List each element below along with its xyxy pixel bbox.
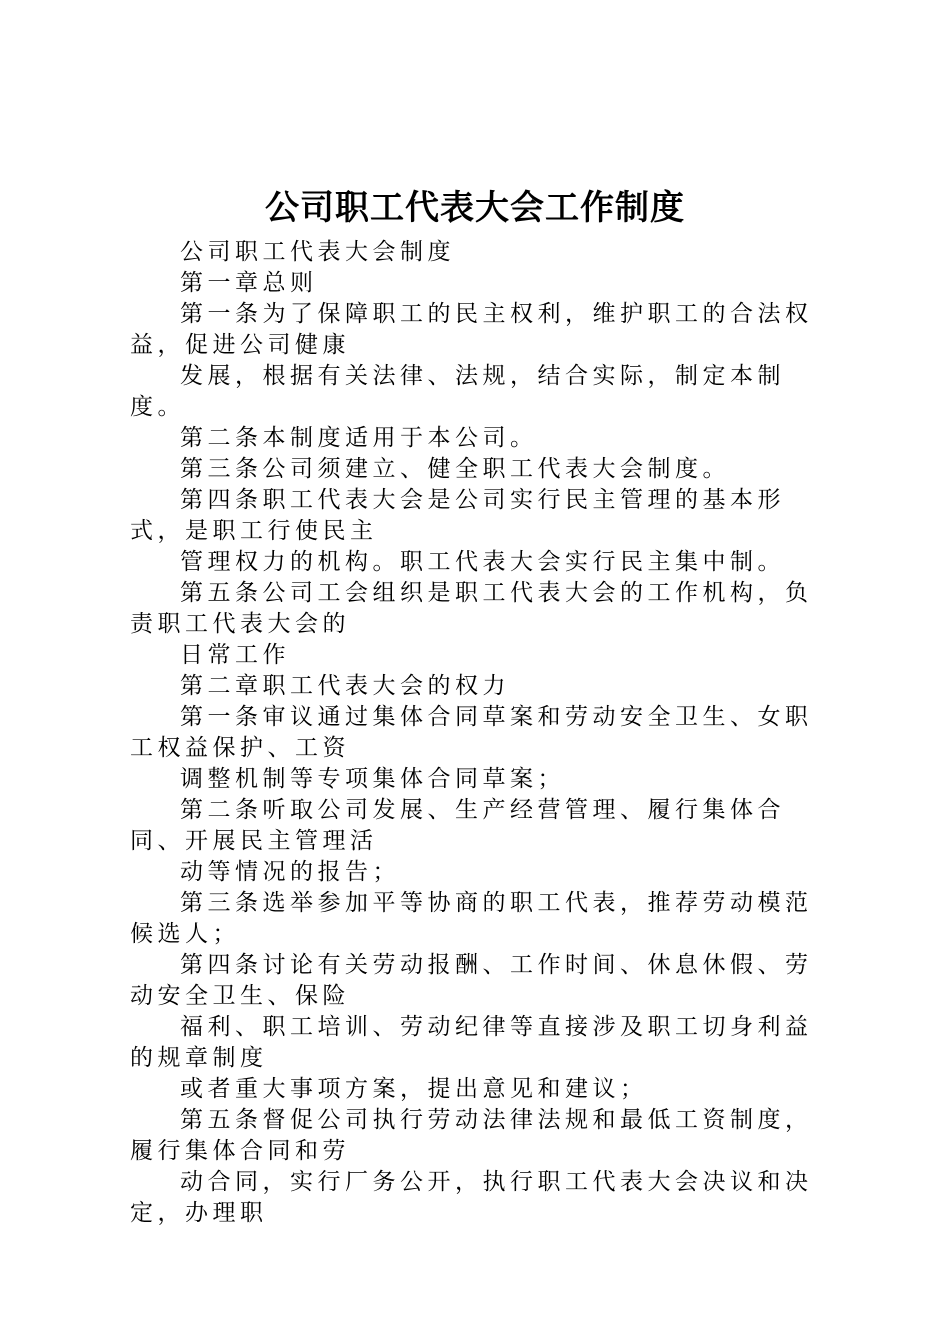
- chapter-heading: 第一章总则: [180, 270, 318, 296]
- paragraph: 管理权力的机构。职工代表大会实行民主集中制。: [180, 549, 785, 575]
- document-title: 公司职工代表大会工作制度: [265, 188, 685, 228]
- paragraph: 福利、职工培训、劳动纪律等直接涉及职工切身利益的规章制度: [130, 1014, 813, 1071]
- paragraph: 第三条公司须建立、健全职工代表大会制度。: [180, 456, 730, 482]
- paragraph: 第二条本制度适用于本公司。: [180, 425, 538, 451]
- document-body: [130, 237, 834, 1229]
- paragraph: 或者重大事项方案，提出意见和建议；: [180, 1076, 648, 1102]
- paragraph: 公司职工代表大会制度: [180, 239, 455, 265]
- paragraph: 第一条为了保障职工的民主权利，维护职工的合法权益，促进公司健康: [130, 301, 813, 358]
- chapter-heading: 第二章职工代表大会的权力: [180, 673, 510, 699]
- paragraph: 第一条审议通过集体合同草案和劳动安全卫生、女职工权益保护、工资: [130, 704, 813, 761]
- paragraph: 动等情况的报告；: [180, 859, 400, 885]
- paragraph: 第四条职工代表大会是公司实行民主管理的基本形式，是职工行使民主: [130, 487, 785, 544]
- paragraph: 第五条督促公司执行劳动法律法规和最低工资制度，履行集体合同和劳: [130, 1107, 813, 1164]
- paragraph: 第二条听取公司发展、生产经营管理、履行集体合同、开展民主管理活: [130, 797, 785, 854]
- paragraph: 日常工作: [180, 642, 290, 668]
- paragraph: 第三条选举参加平等协商的职工代表，推荐劳动模范候选人；: [130, 890, 813, 947]
- paragraph: 发展，根据有关法律、法规，结合实际，制定本制度。: [130, 363, 785, 420]
- paragraph: 第五条公司工会组织是职工代表大会的工作机构，负责职工代表大会的: [130, 580, 813, 637]
- paragraph: 动合同，实行厂务公开，执行职工代表大会决议和决定，办理职: [130, 1169, 813, 1226]
- paragraph: 第四条讨论有关劳动报酬、工作时间、休息休假、劳动安全卫生、保险: [130, 952, 813, 1009]
- paragraph: 调整机制等专项集体合同草案；: [180, 766, 565, 792]
